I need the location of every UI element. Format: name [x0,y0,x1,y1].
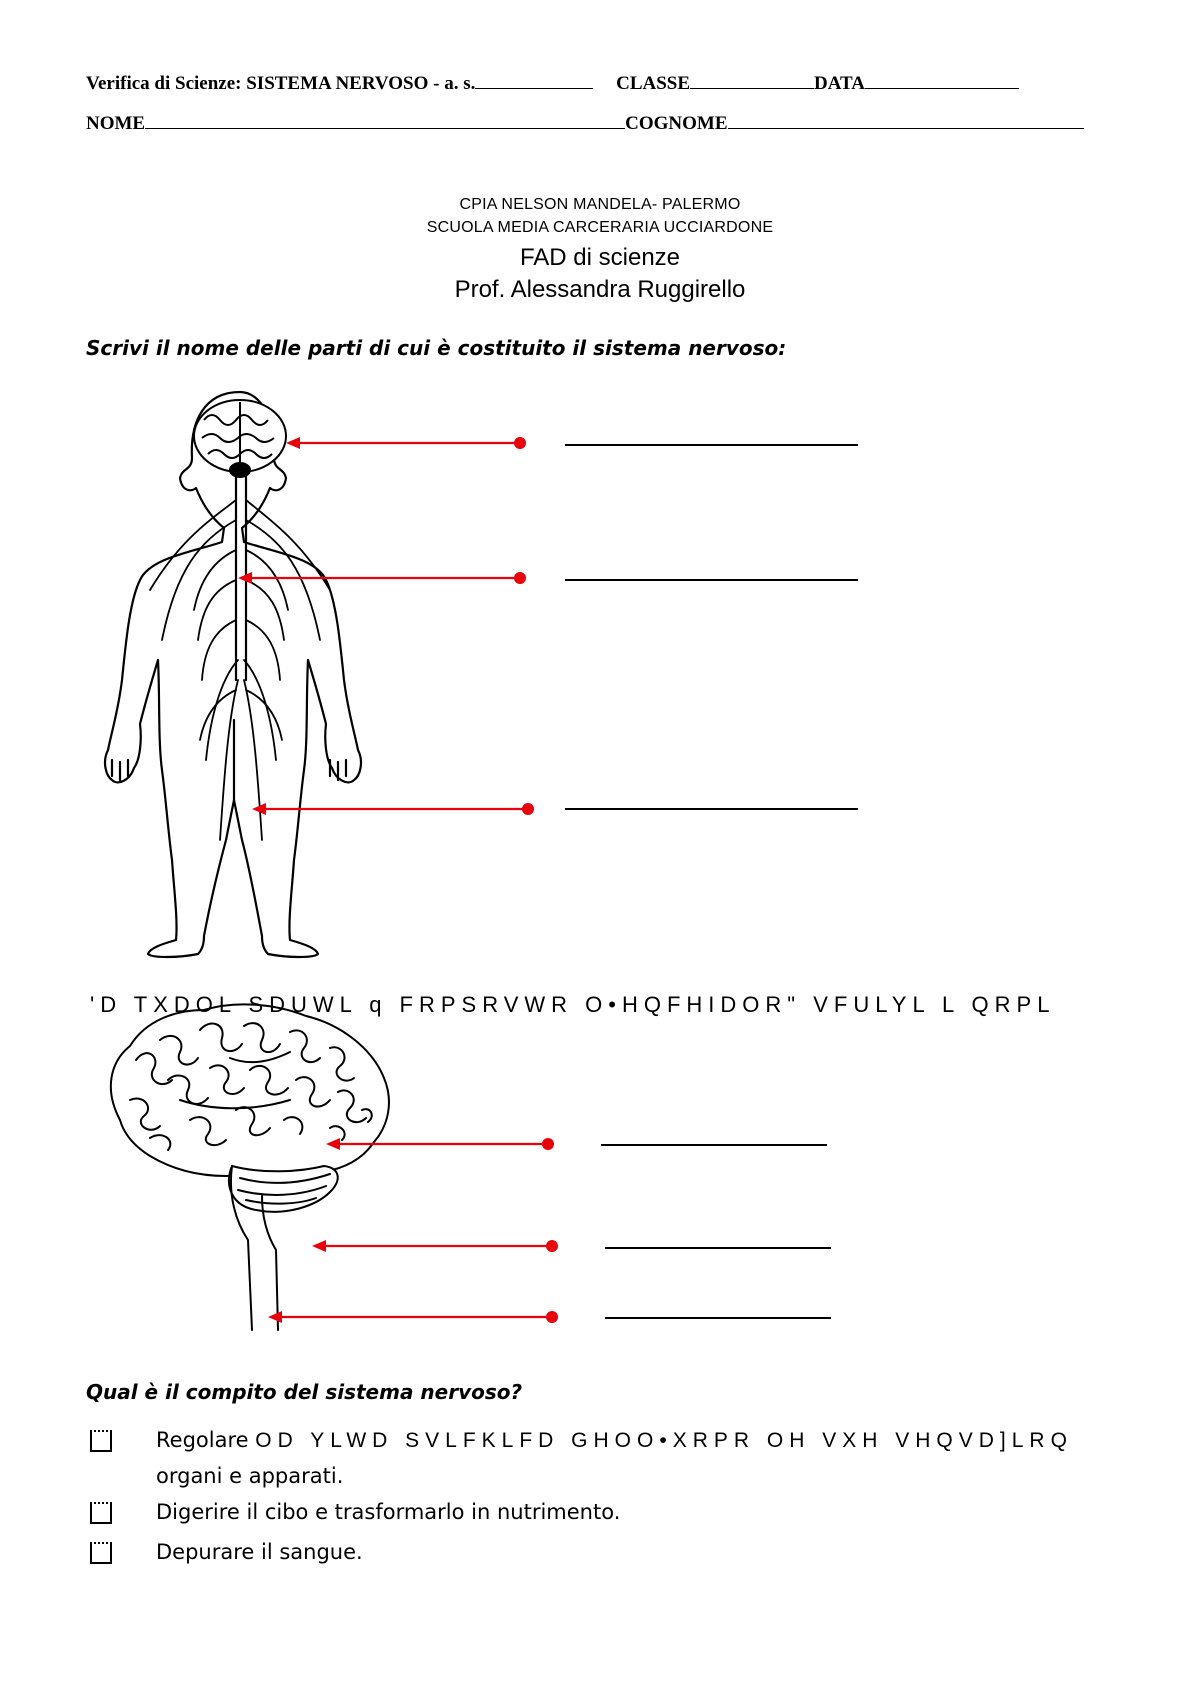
answer-line-6[interactable] [605,1317,831,1319]
classe-label: CLASSE [616,73,691,94]
data-label: DATA [814,73,866,94]
answer-line-3[interactable] [565,808,858,810]
nome-label: NOME [86,113,146,134]
question-2: 'D TXDOL SDUWL q FRPSRVWR O•HQFHIDOR" VFULYL L QRPL [90,992,1056,1017]
option-1-checkbox[interactable] [90,1430,112,1452]
cognome-label: COGNOME [625,113,728,134]
teacher-name: Prof. Alessandra Ruggirello [454,276,746,303]
arrow-nerves [252,803,534,815]
answer-line-1[interactable] [565,444,858,446]
brain-side-illustration [111,1004,389,1330]
course-title: FAD di scienze [519,244,681,271]
arrow-cerebellum [312,1240,558,1252]
question-3: Qual è il compito del sistema nervoso? [86,1380,523,1404]
verifica-label: Verifica di Scienze: SISTEMA NERVOSO - a. s. [86,73,476,94]
arrow-spinal-cord [238,572,526,584]
answer-line-4[interactable] [601,1144,827,1146]
arrow-brainstem [268,1311,558,1323]
answer-line-2[interactable] [565,579,858,581]
option-3-checkbox[interactable] [90,1542,112,1564]
human-body-illustration [105,392,361,957]
option-1-tail: OD YLWD SVLFKLFD GHOO•XRPR OH VXH VHQVD]LRQ [255,1429,1073,1452]
school-subtitle: SCUOLA MEDIA CARCERARIA UCCIARDONE [426,219,774,236]
question-1: Scrivi il nome delle parti di cui è costituito il sistema nervoso: [86,336,787,360]
option-3-text: Depurare il sangue. [156,1540,363,1564]
answer-line-5[interactable] [605,1247,831,1249]
option-1-text [156,1428,1073,1453]
option-1-lead: Regolare [156,1428,249,1452]
brain-in-head [194,400,286,477]
option-2-text: Digerire il cibo e trasformarlo in nutrimento. [156,1500,621,1524]
arrow-brain [286,437,526,449]
school-name: CPIA NELSON MANDELA- PALERMO [459,196,741,213]
option-2-checkbox[interactable] [90,1502,112,1524]
option-1-line2: organi e apparati. [156,1464,344,1488]
